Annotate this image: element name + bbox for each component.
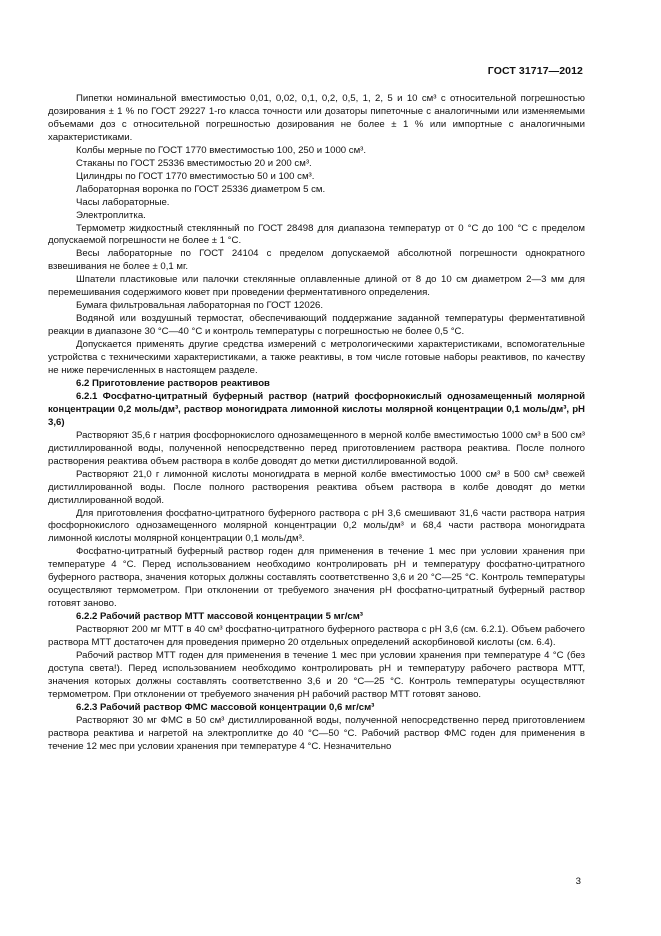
paragraph: Шпатели пластиковые или палочки стеклянные оплавленные длиной от 8 до 10 см диаметром 2—3 мм для перемешивания содержимого кювет при проведении ферментативного определения.	[48, 274, 585, 299]
paragraph: Допускается применять другие средства измерений с метрологическими характеристиками, вспомогательные устройства с техническими характеристиками, а также реактивы, в том числе готовые наборы реактивов, по качеству не ниже перечисленных в настоящем разделе.	[48, 339, 585, 377]
document-code: ГОСТ 31717—2012	[487, 65, 583, 77]
paragraph: Растворяют 200 мг МТТ в 40 см³ фосфатно-цитратного буферного раствора с pH 3,6 (см. 6.2.1). Объем рабочего раствора МТТ достаточен для проведения примерно 20 отдельных определений аскорбиновой кислоты (см. 6.4).	[48, 624, 585, 649]
paragraph: Весы лабораторные по ГОСТ 24104 с пределом допускаемой абсолютной погрешности однократного взвешивания не более ± 0,1 мг.	[48, 248, 585, 273]
paragraph: Стаканы по ГОСТ 25336 вместимостью 20 и 200 см³.	[76, 157, 312, 169]
paragraph: Рабочий раствор МТТ годен для применения в течение 1 мес при условии хранения при температуре 4 °С (без доступа света!). Перед использованием необходимо контролировать pH и температуру рабочего раствора МТТ, значения которых должны составлять соответственно 3,6 и 20 °С—25 °С. Контроль температуры осуществляют термометром. При отклонении от требуемого значения pH рабочий раствор МТТ готовят заново.	[48, 649, 585, 700]
paragraph: Фосфатно-цитратный буферный раствор годен для применения в течение 1 мес при условии хранения при температуре 4 °С. Перед использованием необходимо контролировать pH и температуру фосфатно-цитратного буферного раствора, значения которых должны составлять соответственно 3,6 и 20 °С—25 °С. Контроль температуры осуществляют термометром. При отклонении от требуемого значения pH фосфатно-цитратный буферный раствор готовят заново.	[48, 546, 585, 610]
subsection-heading-6-2-3: 6.2.3 Рабочий раствор ФМС массовой концентрации 0,6 мг/см³	[76, 701, 375, 713]
paragraph: Часы лабораторные.	[76, 196, 170, 208]
paragraph: Термометр жидкостный стеклянный по ГОСТ 28498 для диапазона температур от 0 °С до 100 °С с пределом допускаемой погрешности не более ± 1 °С.	[48, 222, 585, 247]
paragraph: Лабораторная воронка по ГОСТ 25336 диаметром 5 см.	[76, 183, 326, 195]
paragraph: Растворяют 21,0 г лимонной кислоты моногидрата в мерной колбе вместимостью 1000 см³ в 500 см³ свежей дистиллированной воды. После полного растворения реактива объем раствора в колбе доводят до метки дистиллированной водой.	[48, 468, 585, 506]
paragraph: Растворяют 30 мг ФМС в 50 см³ дистиллированной воды, полученной непосредственно перед приготовлением раствора реактива и нагретой на электроплитке до 40 °С—50 °С. Рабочий раствор ФМС годен для применения в течение 12 мес при условии хранения при температуре 4 °С. Незначительно	[48, 714, 585, 752]
paragraph: Колбы мерные по ГОСТ 1770 вместимостью 100, 250 и 1000 см³.	[76, 144, 367, 156]
paragraph: Бумага фильтровальная лабораторная по ГОСТ 12026.	[76, 300, 324, 312]
paragraph: Электроплитка.	[76, 209, 146, 221]
subsection-heading-6-2-2: 6.2.2 Рабочий раствор МТТ массовой концентрации 5 мг/см³	[76, 611, 363, 623]
paragraph: Водяной или воздушный термостат, обеспечивающий поддержание заданной температуры ферментативной реакции в диапазоне 30 °С—40 °С и контроль температуры с погрешностью не более 0,5 °С.	[48, 313, 585, 338]
paragraph: Растворяют 35,6 г натрия фосфорнокислого однозамещенного в мерной колбе вместимостью 1000 см³ в 500 см³ дистиллированной воды, полученной непосредственно перед приготовлением раствора реактива. После полного растворения реактива объем раствора в колбе доводят до метки дистиллированной водой.	[48, 429, 585, 467]
paragraph: Для приготовления фосфатно-цитратного буферного раствора с pH 3,6 смешивают 31,6 части раствора натрия фосфорнокислого однозамещенного молярной концентрации 0,2 моль/дм³ и 68,4 части раствора моногидрата лимонной кислоты молярной концентрации 0,1 моль/дм³.	[48, 507, 585, 545]
document-body	[48, 93, 585, 754]
paragraph: Цилиндры по ГОСТ 1770 вместимостью 50 и 100 см³.	[76, 170, 315, 182]
subsection-heading-6-2-1: 6.2.1 Фосфатно-цитратный буферный раствор (натрий фосфорнокислый однозамещенный молярной концентрации 0,2 моль/дм³, раствор моногидрата лимонной кислоты молярной концентрации 0,1 моль/дм³, pH 3,6)	[48, 390, 585, 428]
page-number: 3	[575, 876, 581, 887]
section-heading-6-2: 6.2 Приготовление растворов реактивов	[76, 377, 270, 389]
paragraph: Пипетки номинальной вместимостью 0,01, 0,02, 0,1, 0,2, 0,5, 1, 2, 5 и 10 см³ с относительной погрешностью дозирования ± 1 % по ГОСТ 29227 1-го класса точности или дозаторы пипеточные с аналогичными или изменяемыми объемами доз с относительной погрешностью дозирования не более ± 1 % или импортные с аналогичными характеристиками.	[48, 93, 585, 143]
